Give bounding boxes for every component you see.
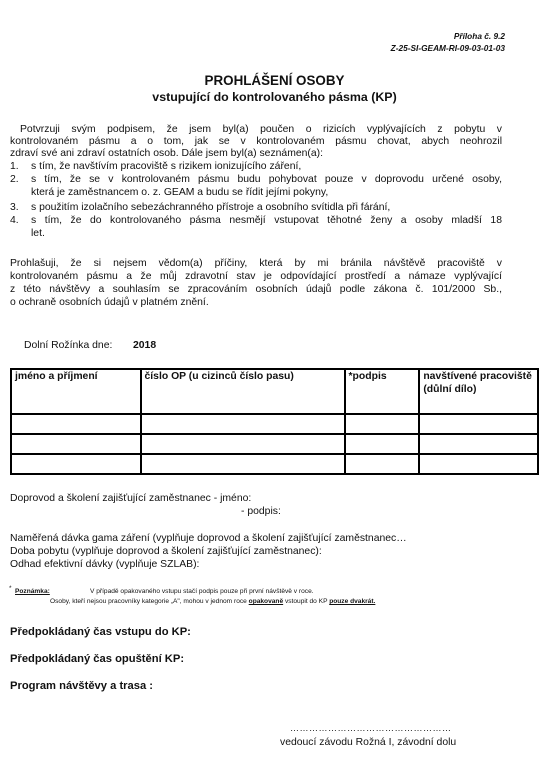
intro-line-2: kontrolovaném pásmu a o tom, jak se v kontrolovaném pásmu chovat, abych neohrozil xyxy=(10,136,502,147)
note-emphasis: pouze dvakrát. xyxy=(329,598,376,605)
column-header-name: jméno a příjmení xyxy=(11,369,141,414)
list-text: let. xyxy=(31,228,45,239)
visitor-table xyxy=(10,368,539,475)
list-number: 3. xyxy=(10,202,19,213)
gamma-dose-label: Naměřená dávka gama záření (vyplňuje doprovod a školení zajišťující zaměstnanec… xyxy=(10,533,407,544)
escort-signature-label: - podpis: xyxy=(241,506,281,517)
document-title: PROHLÁŠENÍ OSOBY xyxy=(204,73,345,88)
document-subtitle: vstupující do kontrolovaného pásma (KP) xyxy=(152,90,397,104)
table-cell[interactable] xyxy=(141,434,345,454)
visit-program-label: Program návštěvy a trasa : xyxy=(10,680,154,692)
declaration-line-1: Prohlašuji, že si nejsem vědom(a) příčiny, která by mi bránila návštěvě pracoviště v xyxy=(10,258,502,269)
note-text: Osoby, kteří nejsou pracovníky kategorie „A", mohou v jednom roce xyxy=(50,598,249,605)
list-item xyxy=(10,215,502,241)
escort-name-label: Doprovod a školení zajišťující zaměstnanec - jméno: xyxy=(10,493,252,504)
exit-time-label: Předpokládaný čas opuštění KP: xyxy=(10,653,185,665)
table-cell[interactable] xyxy=(141,414,345,434)
entry-time-label: Předpokládaný čas vstupu do KP: xyxy=(10,626,191,638)
intro-line-3: zdraví své ani zdraví ostatních osob. Dále jsem byl(a) seznámen(a): xyxy=(10,148,324,159)
note-emphasis: opakovaně xyxy=(248,598,284,605)
table-row xyxy=(11,454,538,474)
document-code: Z-25-SI-GEAM-RI-09-03-01-03 xyxy=(390,43,505,53)
table-header-row xyxy=(11,369,538,414)
table-cell[interactable] xyxy=(141,454,345,474)
list-text: s tím, že navštívím pracoviště s rizikem ionizujícího záření, xyxy=(31,161,302,172)
table-cell[interactable] xyxy=(11,434,141,454)
list-text: která je zaměstnancem o. z. GEAM a budu se řídit jejími pokyny, xyxy=(31,187,329,198)
list-number: 2. xyxy=(10,174,19,185)
table-cell[interactable] xyxy=(11,414,141,434)
note-asterisk: * xyxy=(9,585,12,592)
table-cell[interactable] xyxy=(419,414,538,434)
list-number: 1. xyxy=(10,161,19,172)
table-cell[interactable] xyxy=(345,454,420,474)
intro-line-1: Potvrzuji svým podpisem, že jsem byl(a) poučen o rizicích vyplývajících z pobytu v xyxy=(20,124,502,135)
place-date-label: Dolní Rožínka dne: xyxy=(24,340,113,351)
list-text: s tím, že do kontrolovaného pásma nesmějí vstupovat těhotné ženy a osoby mladší 18 xyxy=(31,215,502,226)
signature-line: …………………………………………… xyxy=(290,723,452,733)
table-cell[interactable] xyxy=(11,454,141,474)
table-cell[interactable] xyxy=(345,414,420,434)
stay-duration-label: Doba pobytu (vyplňuje doprovod a školení zajišťující zaměstnanec): xyxy=(10,546,322,557)
declaration-line-2: kontrolovaném pásmu a že můj zdravotní stav je odpovídající prostředí a námaze vyplývající xyxy=(10,271,502,282)
list-item xyxy=(10,202,502,215)
list-text: s tím, že se v kontrolovaném pásmu budu pohybovat pouze v doprovodu určené osoby, xyxy=(31,174,502,185)
date-year: 2018 xyxy=(133,340,157,351)
table-cell[interactable] xyxy=(419,454,538,474)
list-number: 4. xyxy=(10,215,19,226)
list-item xyxy=(10,174,502,200)
list-item xyxy=(10,161,502,174)
column-header-id: číslo OP (u cizinců číslo pasu) xyxy=(141,369,345,414)
note-line-1: V případě opakovaného vstupu stačí podpis pouze při první návštěvě v roce. xyxy=(90,588,314,595)
table-cell[interactable] xyxy=(419,434,538,454)
column-header-signature: *podpis xyxy=(345,369,420,414)
appendix-number: Příloha č. 9.2 xyxy=(453,31,505,41)
note-line-2 xyxy=(50,598,375,605)
list-text: s použitím izolačního sebezáchranného přístroje a osobního svítidla při fárání, xyxy=(31,202,391,213)
declaration-line-4: o ochraně osobních údajů v platném znění. xyxy=(10,297,209,308)
declaration-line-3: z této návštěvy a souhlasím se zpracováním osobních údajů podle zákona č. 101/2000 Sb., xyxy=(10,284,502,295)
note-text: vstoupit do KP xyxy=(283,598,330,605)
note-label: Poznámka: xyxy=(15,588,50,595)
table-row xyxy=(11,414,538,434)
table-cell[interactable] xyxy=(345,434,420,454)
table-row xyxy=(11,434,538,454)
signature-label: vedoucí závodu Rožná I, závodní dolu xyxy=(280,737,457,748)
effective-dose-label: Odhad efektivní dávky (vyplňuje SZLAB): xyxy=(10,559,200,570)
column-header-workplace: navštívené pracoviště (důlní dílo) xyxy=(419,369,538,414)
